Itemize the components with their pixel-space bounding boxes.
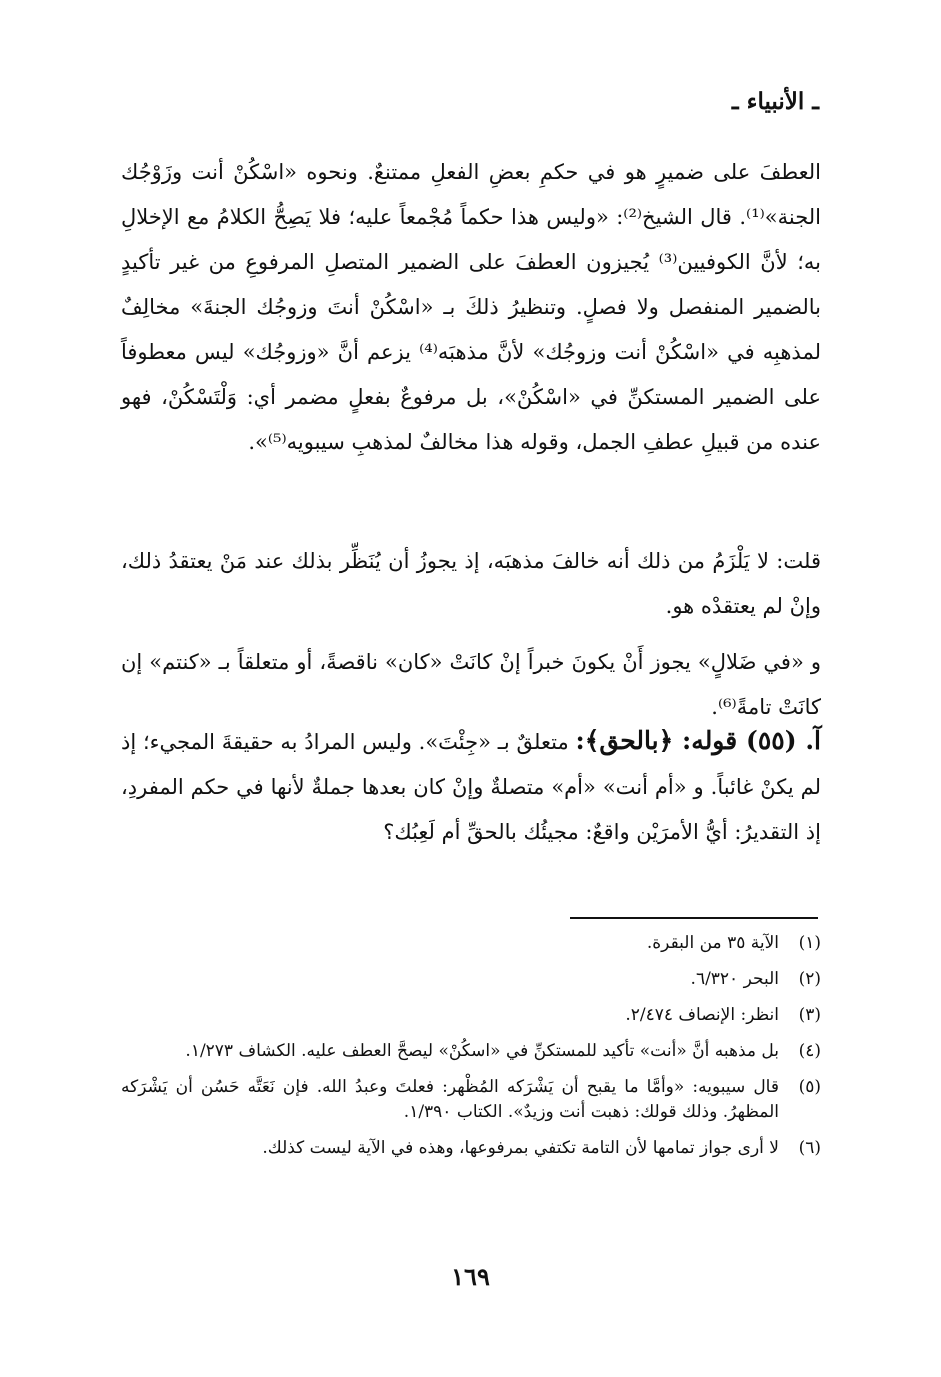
footnotes [121, 931, 821, 1172]
footnote-number: (١) [798, 933, 821, 953]
footnote-text: البحر ٦/٣٢٠. [690, 969, 779, 989]
chapter-header: ـ الأنبياء ـ [731, 88, 819, 115]
footnote-text: بل مذهبه أنَّ «أنت» تأكيد للمستكنِّ في «اسكُنْ» ليصحَّ العطف عليه. الكشاف ١/٢٧٣. [185, 1041, 779, 1061]
footnote [121, 1075, 821, 1125]
footnote [121, 931, 821, 956]
footnote-number: (٤) [798, 1041, 821, 1061]
ayah-text: متعلقٌ بـ «جِئْتَ». وليس المرادُ به حقيقةَ المجيء؛ إذ لم يكنْ غائباً. و «أم أنت» «أم» متصلةٌ وإنْ كان بعدها جملةٌ لأنها في حكم المفردِ، إذ التقديرُ: أيُّ الأمرَيْن واقعٌ: مجيئُك بالحقِّ أم لَعِبُك؟ [121, 730, 821, 844]
paragraph-1 [121, 150, 821, 465]
ayah-paragraph [121, 718, 821, 855]
footnote-number: (٢) [798, 969, 821, 989]
footnote-separator [570, 917, 818, 919]
footnote [121, 1136, 821, 1161]
paragraph-3-text: و «في ضَلالٍ» يجوز أَنْ يكونَ خبراً إنْ كانَتْ «كان» ناقصةً، أو متعلقاً بـ «كنتم» إن كانَتْ تامةً⁽⁶⁾. [121, 650, 821, 719]
page-number: ١٦٩ [451, 1262, 490, 1291]
footnote [121, 1003, 821, 1028]
paragraph-1-text: العطفَ على ضميرٍ هو في حكمِ بعضِ الفعلِ ممتنعٌ. ونحوه «اسْكُنْ أنت وزَوْجُك الجنة»⁽¹⁾. قال الشيخ⁽²⁾: «وليس هذا حكماً مُجْمعاً عليه؛ فلا يَصِحُّ الكلامُ مع الإخلالِ به؛ لأنَّ الكوفيين⁽³⁾ يُجيزون العطفَ على الضمير المتصلِ المرفوعِ من غير تأكيدٍ بالضمير المنفصل ولا فصلٍ. وتنظيرُ ذلكَ بـ «اسْكُنْ أنتَ وزوجُك الجنةَ» مخالِفٌ لمذهبِه في «اسْكُنْ أنت وزوجُك» لأنَّ مذهبَه⁽⁴⁾ يزعم أنَّ «وزوجُك» ليس معطوفاً على الضمير المستكنِّ في «اسْكُنْ»، بل مرفوعٌ بفعلٍ مضمر أي: وَلْتَسْكُنْ، فهو عنده من قبيلِ عطفِ الجمل، وقوله هذا مخالفٌ لمذهبِ سيبويه⁽⁵⁾». [121, 160, 821, 454]
footnote-text: لا أرى جواز تمامها لأن التامة تكتفي بمرفوعها، وهذه في الآية ليست كذلك. [262, 1138, 779, 1158]
footnote-text: انظر: الإنصاف ٢/٤٧٤. [625, 1005, 779, 1025]
footnote [121, 967, 821, 992]
ayah-commentary [121, 718, 821, 855]
footnote-text: الآية ٣٥ من البقرة. [646, 933, 779, 953]
footnote-number: (٥) [798, 1077, 821, 1097]
paragraph-3 [121, 640, 821, 730]
footnote-number: (٣) [798, 1005, 821, 1025]
footnote [121, 1039, 821, 1064]
footnote-number: (٦) [798, 1138, 821, 1158]
ayah-label: آ. (٥٥) قوله: ﴿بالحق﴾: [575, 726, 821, 755]
paragraph-2 [121, 539, 821, 629]
paragraph-2-text: قلت: لا يَلْزَمُ من ذلك أنه خالفَ مذهبَه، إذ يجوزُ أن يُنَظِّر بذلك عند مَنْ يعتقدُ ذلك، وإنْ لم يعتقدْه هو. [121, 549, 821, 618]
footnote-text: قال سيبويه: «وأمَّا ما يقبح أن يَشْرَكه المُظْهر: فعلتَ وعبدُ الله. فإن نَعَتَّه حَسُن أن يَشْرَكه المظهرُ. وذلك قولك: ذهبت أنت وزيدٌ». الكتاب ١/٣٩٠. [121, 1077, 779, 1122]
